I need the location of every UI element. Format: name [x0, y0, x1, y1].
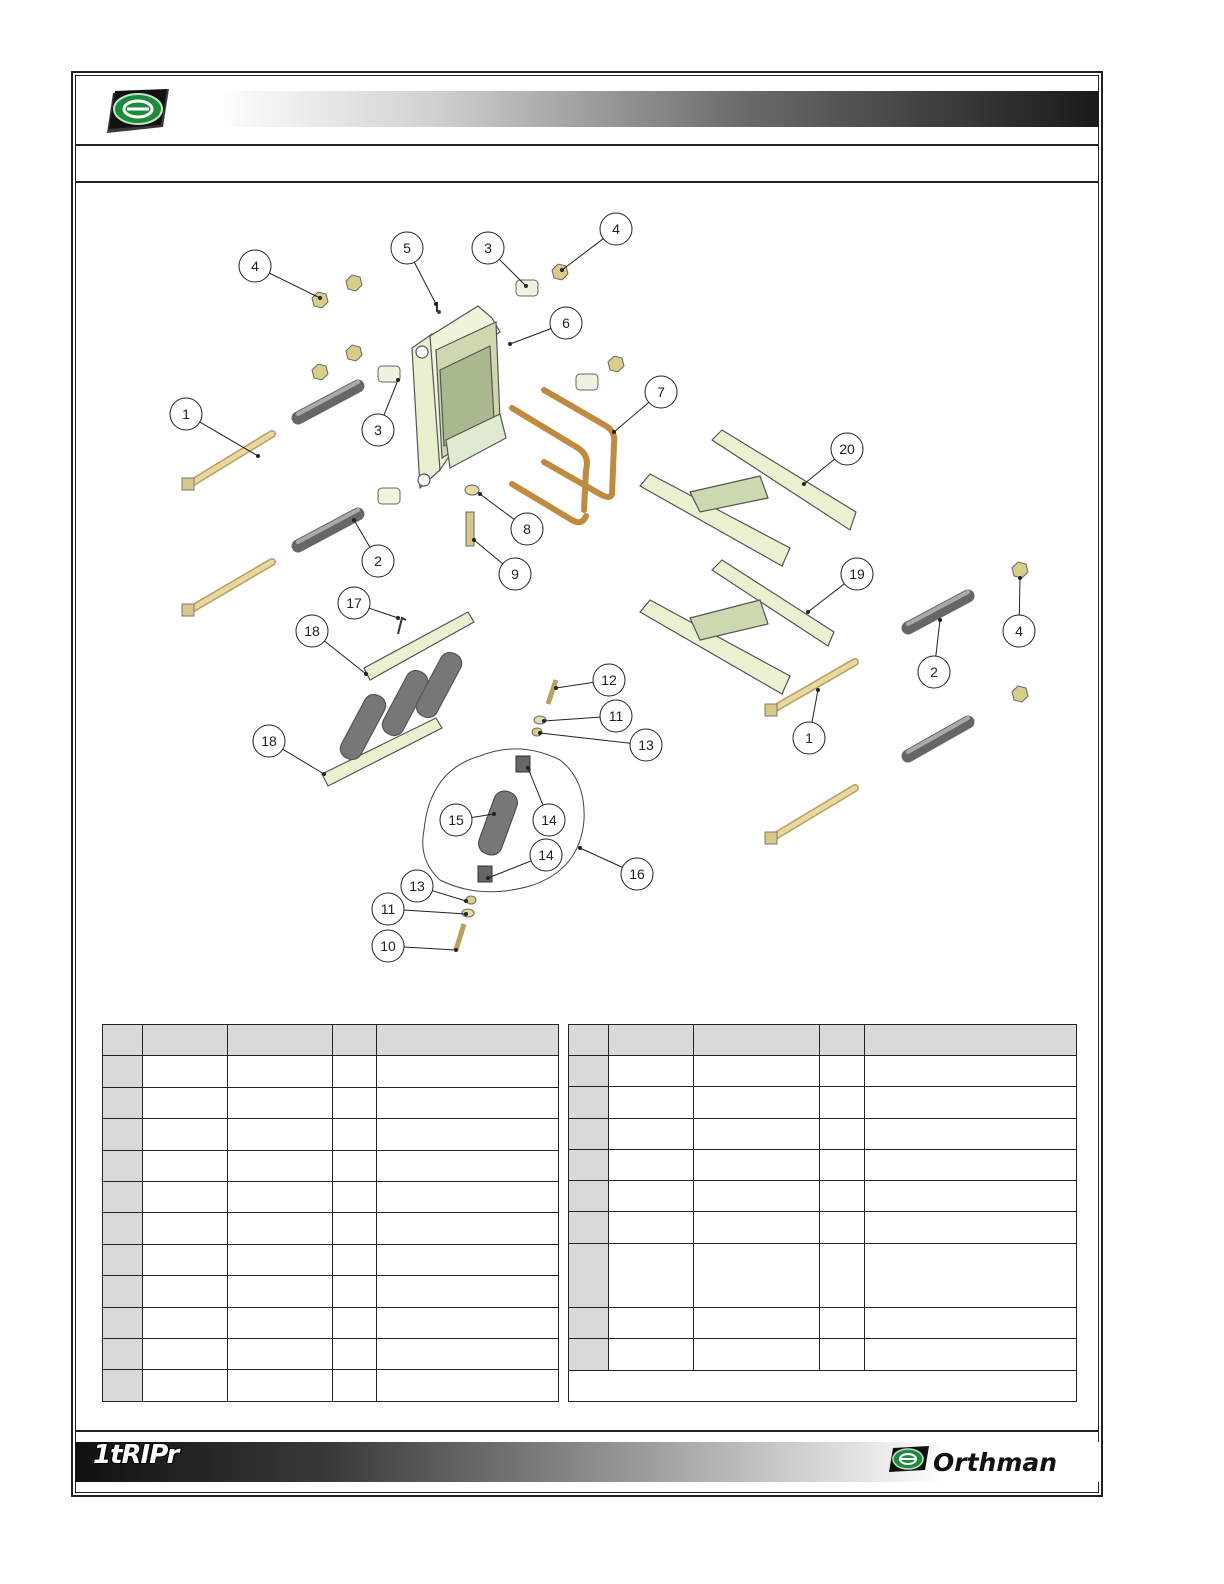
table-row: [569, 1339, 1077, 1370]
callout-number: 4: [1015, 623, 1023, 639]
leader-line: [200, 422, 258, 456]
leader-arrow: [396, 616, 400, 620]
callout-number: 4: [251, 258, 259, 274]
table-cell: [569, 1087, 609, 1118]
table-cell: [103, 1119, 143, 1150]
leader-line: [528, 768, 543, 805]
table-cell: [820, 1149, 865, 1180]
leader-arrow: [560, 268, 564, 272]
callout-6: [508, 307, 582, 346]
callout-13: [538, 729, 662, 761]
table-cell: [865, 1056, 1077, 1087]
table-cell: [228, 1213, 333, 1244]
table-cell: [609, 1243, 694, 1308]
table-cell: [333, 1244, 377, 1275]
table-cell: [143, 1150, 228, 1181]
table-cell: [569, 1243, 609, 1308]
leader-line: [556, 682, 593, 688]
leader-arrow: [524, 284, 528, 288]
table-header-row: [569, 1025, 1077, 1056]
table-cell: [228, 1244, 333, 1275]
table-cell: [103, 1150, 143, 1181]
table-cell: [820, 1056, 865, 1087]
table-cell: [820, 1212, 865, 1243]
table-cell: [333, 1276, 377, 1307]
leader-line: [414, 262, 436, 304]
table-cell: [694, 1056, 820, 1087]
table-cell: [694, 1025, 820, 1056]
leader-line: [325, 641, 366, 674]
header-gradient-bar: [215, 91, 1099, 127]
leader-arrow: [352, 518, 356, 522]
table-row: [103, 1182, 559, 1213]
callout-number: 6: [562, 315, 570, 331]
table-cell: [569, 1181, 609, 1212]
table-cell: [694, 1087, 820, 1118]
leader-line: [354, 520, 370, 547]
table-cell: [333, 1025, 377, 1056]
table-cell: [377, 1056, 559, 1087]
table-cell: [820, 1087, 865, 1118]
table-cell: [333, 1087, 377, 1118]
callout-4: [560, 213, 632, 272]
callout-4: [1003, 576, 1035, 647]
parts-table-left: [102, 1024, 559, 1402]
callout-3: [362, 378, 400, 446]
callout-number: 13: [638, 737, 654, 753]
table-cell: [377, 1150, 559, 1181]
leader-arrow: [538, 731, 542, 735]
callout-number: 8: [523, 521, 531, 537]
orthman-emblem-icon: [103, 87, 177, 135]
callout-number: 18: [304, 623, 320, 639]
table-cell: [103, 1025, 143, 1056]
table-cell: [228, 1150, 333, 1181]
callout-10: [372, 930, 458, 962]
table-cell: [609, 1339, 694, 1370]
table-cell: [333, 1056, 377, 1087]
leader-arrow: [472, 538, 476, 542]
callout-19: [806, 558, 873, 614]
callout-11: [542, 700, 632, 732]
table-cell: [228, 1307, 333, 1338]
callout-number: 11: [608, 708, 624, 724]
leader-line: [499, 259, 526, 286]
callout-number: 2: [374, 553, 382, 569]
table-cell: [865, 1181, 1077, 1212]
orthman-footer-emblem-icon: [887, 1444, 931, 1474]
table-row: [103, 1213, 559, 1244]
leader-arrow: [938, 618, 942, 622]
leader-arrow: [464, 899, 468, 903]
table-cell: [377, 1244, 559, 1275]
table-cell: [143, 1339, 228, 1370]
parts-table-right: [568, 1024, 1077, 1402]
table-cell: [865, 1243, 1077, 1308]
leader-arrow: [434, 302, 438, 306]
callout-2: [918, 618, 950, 688]
leader-line: [540, 733, 630, 743]
leader-line: [404, 910, 466, 914]
table-cell: [103, 1307, 143, 1338]
leader-arrow: [322, 772, 326, 776]
table-cell: [377, 1307, 559, 1338]
callout-4: [239, 250, 322, 300]
leader-arrow: [816, 688, 820, 692]
table-cell: [820, 1181, 865, 1212]
callout-number: 12: [601, 672, 617, 688]
table-row: [103, 1244, 559, 1275]
table-cell: [143, 1119, 228, 1150]
table-cell: [228, 1182, 333, 1213]
table-cell: [609, 1212, 694, 1243]
callout-layer: [170, 213, 1035, 962]
table-cell: [228, 1276, 333, 1307]
leader-line: [544, 717, 600, 721]
leader-line: [1019, 578, 1020, 615]
table-cell: [377, 1087, 559, 1118]
leader-line: [580, 848, 622, 867]
table-cell: [143, 1213, 228, 1244]
leader-arrow: [464, 912, 468, 916]
table-cell: [228, 1087, 333, 1118]
table-cell: [143, 1276, 228, 1307]
table-cell: [609, 1118, 694, 1149]
callout-number: 1: [805, 730, 813, 746]
table-row: [569, 1118, 1077, 1149]
table-cell: [609, 1056, 694, 1087]
table-cell: [569, 1149, 609, 1180]
table-row: [569, 1149, 1077, 1180]
callout-number: 16: [629, 866, 645, 882]
table-cell: [377, 1276, 559, 1307]
callout-number: 3: [484, 240, 492, 256]
callout-18: [253, 725, 326, 776]
leader-line: [614, 402, 649, 432]
table-cell: [377, 1339, 559, 1370]
table-row: [103, 1276, 559, 1307]
table-cell: [228, 1119, 333, 1150]
callout-number: 2: [930, 664, 938, 680]
table-cell: [820, 1118, 865, 1149]
callout-number: 7: [657, 384, 665, 400]
leader-arrow: [396, 378, 400, 382]
table-cell: [377, 1119, 559, 1150]
leader-line: [474, 540, 503, 564]
table-cell: [333, 1370, 377, 1402]
callout-number: 13: [409, 878, 425, 894]
table-cell: [377, 1025, 559, 1056]
table-row: [569, 1308, 1077, 1339]
table-cell: [333, 1119, 377, 1150]
table-cell: [333, 1213, 377, 1244]
subtitle-divider: [75, 181, 1099, 183]
leader-line: [488, 861, 531, 878]
callout-number: 9: [511, 566, 519, 582]
leader-line: [404, 947, 456, 950]
table-cell: [143, 1370, 228, 1402]
table-cell: [569, 1339, 609, 1370]
table-cell: [694, 1118, 820, 1149]
table-cell: [228, 1339, 333, 1370]
callout-number: 5: [403, 240, 411, 256]
table-cell: [333, 1150, 377, 1181]
leader-line: [384, 380, 398, 415]
leader-line: [480, 494, 514, 519]
table-cell: [865, 1339, 1077, 1370]
table-cell: [333, 1182, 377, 1213]
leader-line: [812, 690, 818, 722]
leader-line: [432, 891, 466, 901]
table-cell: [820, 1243, 865, 1308]
table-cell: [228, 1370, 333, 1402]
leader-arrow: [806, 610, 810, 614]
table-row: [103, 1150, 559, 1181]
leader-line: [369, 608, 398, 618]
table-cell: [377, 1213, 559, 1244]
table-cell: [143, 1182, 228, 1213]
table-cell: [103, 1056, 143, 1087]
callout-number: 3: [374, 422, 382, 438]
table-row: [103, 1056, 559, 1087]
table-cell: [569, 1056, 609, 1087]
leader-arrow: [318, 296, 322, 300]
page-footer: [75, 1432, 1099, 1492]
callout-7: [612, 376, 677, 434]
table-cell: [377, 1182, 559, 1213]
callout-9: [472, 538, 531, 590]
leader-line: [269, 273, 320, 298]
table-row: [569, 1181, 1077, 1212]
table-cell: [609, 1181, 694, 1212]
table-cell: [865, 1308, 1077, 1339]
table-cell: [333, 1339, 377, 1370]
tripr-logo: 1tRIPr: [93, 1440, 179, 1470]
callout-number: 4: [612, 221, 620, 237]
leader-arrow: [364, 672, 368, 676]
leader-line: [283, 749, 324, 774]
table-row: [569, 1056, 1077, 1087]
leader-line: [804, 459, 835, 484]
callout-1: [170, 398, 260, 458]
parts-drawing: [182, 264, 1028, 950]
leader-arrow: [802, 482, 806, 486]
table-cell: [820, 1308, 865, 1339]
table-cell: [377, 1370, 559, 1402]
leader-arrow: [478, 492, 482, 496]
table-cell: [609, 1149, 694, 1180]
table-cell: [228, 1056, 333, 1087]
table-row: [103, 1339, 559, 1370]
table-cell: [103, 1339, 143, 1370]
table-cell: [865, 1149, 1077, 1180]
table-cell: [569, 1118, 609, 1149]
leader-arrow: [526, 766, 530, 770]
table-cell: [865, 1025, 1077, 1056]
table-cell: [103, 1276, 143, 1307]
table-cell: [569, 1212, 609, 1243]
table-cell: [609, 1025, 694, 1056]
table-cell: [865, 1087, 1077, 1118]
table-cell: [694, 1212, 820, 1243]
leader-arrow: [554, 686, 558, 690]
table-row: [103, 1119, 559, 1150]
callout-number: 11: [380, 901, 396, 917]
table-cell: [694, 1308, 820, 1339]
table-row: [103, 1370, 559, 1402]
table-cell: [103, 1213, 143, 1244]
callout-2: [352, 518, 394, 577]
leader-arrow: [578, 846, 582, 850]
table-cell: [694, 1243, 820, 1308]
table-cell: [569, 1308, 609, 1339]
table-row: [103, 1087, 559, 1118]
table-cell: [820, 1339, 865, 1370]
table-cell: [103, 1244, 143, 1275]
leader-arrow: [508, 342, 512, 346]
table-cell: [609, 1308, 694, 1339]
leader-arrow: [486, 876, 490, 880]
table-cell: [820, 1025, 865, 1056]
table-cell: [694, 1181, 820, 1212]
callout-number: 1: [182, 406, 190, 422]
table-cell: [569, 1025, 609, 1056]
leader-arrow: [612, 430, 616, 434]
callout-number: 14: [538, 847, 554, 863]
callout-16: [578, 846, 653, 890]
exploded-parts-diagram: [75, 185, 1099, 1005]
callout-14: [526, 766, 565, 836]
leader-line: [936, 620, 940, 656]
table-cell: [333, 1307, 377, 1338]
leader-arrow: [454, 948, 458, 952]
leader-line: [562, 239, 603, 270]
table-cell: [569, 1370, 1077, 1401]
leader-line: [510, 329, 551, 344]
callout-20: [802, 433, 863, 486]
table-row: [569, 1212, 1077, 1243]
callout-number: 10: [380, 938, 396, 954]
table-cell: [228, 1025, 333, 1056]
table-cell: [143, 1307, 228, 1338]
subtitle-band: [75, 146, 1099, 182]
orthman-logo: Orthman: [933, 1448, 1058, 1477]
leader-arrow: [542, 719, 546, 723]
table-cell: [865, 1212, 1077, 1243]
table-cell: [694, 1149, 820, 1180]
table-cell: [143, 1025, 228, 1056]
leader-arrow: [492, 812, 496, 816]
callout-18: [296, 615, 368, 676]
table-cell: [143, 1244, 228, 1275]
leader-arrow: [256, 454, 260, 458]
table-cell: [865, 1118, 1077, 1149]
page-header: [75, 75, 1099, 145]
callout-12: [554, 664, 625, 696]
leader-line: [808, 584, 844, 612]
leader-arrow: [1018, 576, 1022, 580]
callout-number: 15: [448, 812, 464, 828]
table-cell: [609, 1087, 694, 1118]
table-row: [569, 1370, 1077, 1401]
table-cell: [103, 1370, 143, 1402]
table-row: [569, 1087, 1077, 1118]
callout-number: 18: [261, 733, 277, 749]
callout-17: [338, 587, 400, 620]
table-cell: [143, 1087, 228, 1118]
callout-3: [472, 232, 528, 288]
callout-number: 19: [849, 566, 865, 582]
table-cell: [694, 1339, 820, 1370]
callout-number: 17: [346, 595, 362, 611]
callout-number: 14: [541, 812, 557, 828]
table-cell: [103, 1087, 143, 1118]
table-header-row: [103, 1025, 559, 1056]
table-cell: [143, 1056, 228, 1087]
table-row: [569, 1243, 1077, 1308]
table-cell: [103, 1182, 143, 1213]
table-row: [103, 1307, 559, 1338]
callout-number: 20: [839, 441, 855, 457]
callout-5: [391, 232, 438, 306]
